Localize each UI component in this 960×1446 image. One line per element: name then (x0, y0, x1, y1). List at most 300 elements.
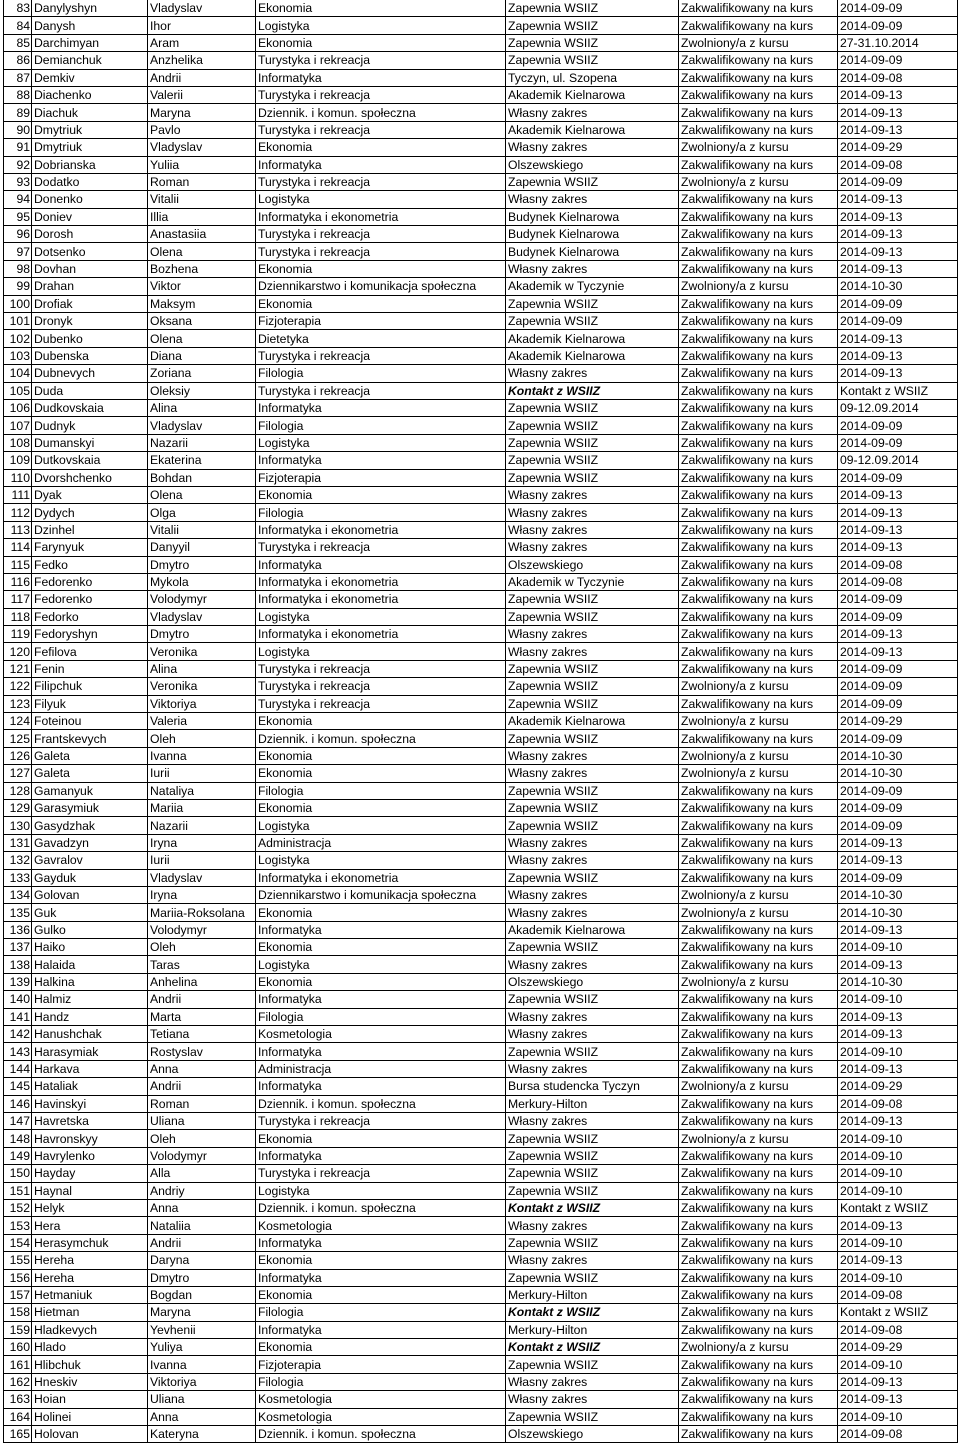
surname-cell: Danysh (32, 17, 148, 34)
status-cell: Zakwalifikowany na kurs (679, 486, 838, 503)
first-name-cell: Maksym (148, 295, 256, 312)
first-name-cell: Vitalii (148, 191, 256, 208)
field-of-study-cell: Dietetyka (256, 330, 506, 347)
table-row (4, 973, 958, 990)
accommodation-cell: Zapewnia WSIIZ (506, 660, 679, 677)
date-cell: 2014-09-09 (838, 660, 958, 677)
table-row (4, 208, 958, 225)
accommodation-cell: Zapewnia WSIIZ (506, 1234, 679, 1251)
date-cell: 2014-09-13 (838, 121, 958, 138)
status-cell: Zakwalifikowany na kurs (679, 1234, 838, 1251)
status-cell: Zakwalifikowany na kurs (679, 1043, 838, 1060)
surname-cell: Fedoryshyn (32, 626, 148, 643)
accommodation-cell: Własny zakres (506, 504, 679, 521)
table-row (4, 573, 958, 590)
accommodation-cell: Zapewnia WSIIZ (506, 0, 679, 17)
status-cell: Zwolniony/a z kursu (679, 904, 838, 921)
surname-cell: Hataliak (32, 1078, 148, 1095)
table-row (4, 1165, 958, 1182)
field-of-study-cell: Informatyka (256, 399, 506, 416)
status-cell: Zakwalifikowany na kurs (679, 1252, 838, 1269)
surname-cell: Danylyshyn (32, 0, 148, 17)
row-number-cell: 116 (4, 573, 32, 590)
accommodation-cell: Kontakt z WSIIZ (506, 1304, 679, 1321)
date-cell: 2014-09-13 (838, 330, 958, 347)
first-name-cell: Andrii (148, 1234, 256, 1251)
first-name-cell: Ihor (148, 17, 256, 34)
surname-cell: Halmiz (32, 991, 148, 1008)
row-number-cell: 125 (4, 730, 32, 747)
accommodation-cell: Własny zakres (506, 626, 679, 643)
row-number-cell: 155 (4, 1252, 32, 1269)
field-of-study-cell: Informatyka (256, 1147, 506, 1164)
row-number-cell: 144 (4, 1060, 32, 1077)
row-number-cell: 104 (4, 365, 32, 382)
table-row (4, 365, 958, 382)
field-of-study-cell: Ekonomia (256, 973, 506, 990)
row-number-cell: 131 (4, 834, 32, 851)
accommodation-cell: Akademik Kielnarowa (506, 921, 679, 938)
status-cell: Zwolniony/a z kursu (679, 1078, 838, 1095)
date-cell: 2014-09-10 (838, 1043, 958, 1060)
date-cell: 2014-09-09 (838, 695, 958, 712)
first-name-cell: Oleh (148, 730, 256, 747)
status-cell: Zakwalifikowany na kurs (679, 1391, 838, 1408)
date-cell: 2014-09-13 (838, 643, 958, 660)
row-number-cell: 107 (4, 417, 32, 434)
status-cell: Zwolniony/a z kursu (679, 713, 838, 730)
accommodation-cell: Własny zakres (506, 747, 679, 764)
date-cell: 2014-09-10 (838, 1234, 958, 1251)
status-cell: Zakwalifikowany na kurs (679, 921, 838, 938)
surname-cell: Dobrianska (32, 156, 148, 173)
row-number-cell: 109 (4, 452, 32, 469)
status-cell: Zakwalifikowany na kurs (679, 1373, 838, 1390)
field-of-study-cell: Administracja (256, 1060, 506, 1077)
status-cell: Zakwalifikowany na kurs (679, 208, 838, 225)
surname-cell: Harkava (32, 1060, 148, 1077)
accommodation-cell: Zapewnia WSIIZ (506, 295, 679, 312)
field-of-study-cell: Informatyka (256, 156, 506, 173)
field-of-study-cell: Turystyka i rekreacja (256, 695, 506, 712)
row-number-cell: 86 (4, 52, 32, 69)
row-number-cell: 117 (4, 591, 32, 608)
date-cell: 2014-09-09 (838, 608, 958, 625)
first-name-cell: Daryna (148, 1252, 256, 1269)
date-cell: 2014-09-13 (838, 226, 958, 243)
row-number-cell: 132 (4, 852, 32, 869)
field-of-study-cell: Informatyka (256, 1043, 506, 1060)
accommodation-cell: Własny zakres (506, 886, 679, 903)
first-name-cell: Veronika (148, 678, 256, 695)
date-cell: 2014-09-13 (838, 834, 958, 851)
table-row (4, 643, 958, 660)
table-row (4, 539, 958, 556)
row-number-cell: 134 (4, 886, 32, 903)
surname-cell: Diachuk (32, 104, 148, 121)
status-cell: Zakwalifikowany na kurs (679, 0, 838, 17)
row-number-cell: 123 (4, 695, 32, 712)
table-row (4, 747, 958, 764)
accommodation-cell: Kontakt z WSIIZ (506, 1199, 679, 1216)
row-number-cell: 148 (4, 1130, 32, 1147)
first-name-cell: Viktoriya (148, 1373, 256, 1390)
field-of-study-cell: Informatyka (256, 1078, 506, 1095)
table-row (4, 1130, 958, 1147)
field-of-study-cell: Logistyka (256, 191, 506, 208)
row-number-cell: 120 (4, 643, 32, 660)
surname-cell: Fedorenko (32, 573, 148, 590)
first-name-cell: Iurii (148, 765, 256, 782)
row-number-cell: 154 (4, 1234, 32, 1251)
status-cell: Zwolniony/a z kursu (679, 173, 838, 190)
surname-cell: Golovan (32, 886, 148, 903)
table-row (4, 434, 958, 451)
surname-cell: Gavadzyn (32, 834, 148, 851)
row-number-cell: 83 (4, 0, 32, 17)
status-cell: Zakwalifikowany na kurs (679, 52, 838, 69)
row-number-cell: 129 (4, 799, 32, 816)
table-row (4, 17, 958, 34)
date-cell: 2014-09-13 (838, 1217, 958, 1234)
surname-cell: Holovan (32, 1426, 148, 1443)
first-name-cell: Bogdan (148, 1286, 256, 1303)
table-row (4, 1026, 958, 1043)
date-cell: 2014-09-13 (838, 1113, 958, 1130)
surname-cell: Halaida (32, 956, 148, 973)
surname-cell: Dzinhel (32, 521, 148, 538)
status-cell: Zakwalifikowany na kurs (679, 991, 838, 1008)
status-cell: Zakwalifikowany na kurs (679, 17, 838, 34)
first-name-cell: Vladyslav (148, 0, 256, 17)
first-name-cell: Maryna (148, 1304, 256, 1321)
accommodation-cell: Własny zakres (506, 1391, 679, 1408)
field-of-study-cell: Administracja (256, 834, 506, 851)
date-cell: 2014-09-13 (838, 1391, 958, 1408)
table-row (4, 1339, 958, 1356)
accommodation-cell: Zapewnia WSIIZ (506, 817, 679, 834)
field-of-study-cell: Turystyka i rekreacja (256, 86, 506, 103)
date-cell: 09-12.09.2014 (838, 452, 958, 469)
date-cell: 2014-09-09 (838, 17, 958, 34)
field-of-study-cell: Filologia (256, 504, 506, 521)
table-row (4, 260, 958, 277)
date-cell: 2014-09-10 (838, 1356, 958, 1373)
date-cell: 2014-09-09 (838, 817, 958, 834)
row-number-cell: 94 (4, 191, 32, 208)
row-number-cell: 84 (4, 17, 32, 34)
date-cell: 2014-09-10 (838, 1182, 958, 1199)
status-cell: Zakwalifikowany na kurs (679, 1060, 838, 1077)
surname-cell: Donenko (32, 191, 148, 208)
table-row (4, 104, 958, 121)
table-row (4, 956, 958, 973)
status-cell: Zakwalifikowany na kurs (679, 817, 838, 834)
row-number-cell: 91 (4, 139, 32, 156)
surname-cell: Galeta (32, 747, 148, 764)
date-cell: 2014-09-09 (838, 678, 958, 695)
first-name-cell: Taras (148, 956, 256, 973)
accommodation-cell: Zapewnia WSIIZ (506, 173, 679, 190)
date-cell: 2014-09-09 (838, 730, 958, 747)
table-row (4, 886, 958, 903)
field-of-study-cell: Filologia (256, 782, 506, 799)
field-of-study-cell: Turystyka i rekreacja (256, 121, 506, 138)
status-cell: Zakwalifikowany na kurs (679, 573, 838, 590)
surname-cell: Duda (32, 382, 148, 399)
first-name-cell: Anna (148, 1199, 256, 1216)
status-cell: Zakwalifikowany na kurs (679, 1026, 838, 1043)
accommodation-cell: Kontakt z WSIIZ (506, 1339, 679, 1356)
table-row (4, 1147, 958, 1164)
status-cell: Zakwalifikowany na kurs (679, 1165, 838, 1182)
first-name-cell: Diana (148, 347, 256, 364)
status-cell: Zakwalifikowany na kurs (679, 86, 838, 103)
table-row (4, 991, 958, 1008)
accommodation-cell: Akademik Kielnarowa (506, 86, 679, 103)
row-number-cell: 158 (4, 1304, 32, 1321)
date-cell: 2014-09-09 (838, 0, 958, 17)
date-cell: 2014-10-30 (838, 747, 958, 764)
table-row (4, 1043, 958, 1060)
accommodation-cell: Własny zakres (506, 852, 679, 869)
accommodation-cell: Zapewnia WSIIZ (506, 1130, 679, 1147)
first-name-cell: Volodymyr (148, 1147, 256, 1164)
date-cell: 2014-09-10 (838, 1269, 958, 1286)
table-row (4, 904, 958, 921)
accommodation-cell: Zapewnia WSIIZ (506, 730, 679, 747)
row-number-cell: 143 (4, 1043, 32, 1060)
surname-cell: Gavralov (32, 852, 148, 869)
field-of-study-cell: Fizjoterapia (256, 1356, 506, 1373)
row-number-cell: 108 (4, 434, 32, 451)
field-of-study-cell: Turystyka i rekreacja (256, 678, 506, 695)
field-of-study-cell: Informatyka i ekonometria (256, 573, 506, 590)
surname-cell: Drofiak (32, 295, 148, 312)
table-row (4, 69, 958, 86)
status-cell: Zakwalifikowany na kurs (679, 504, 838, 521)
accommodation-cell: Własny zakres (506, 1217, 679, 1234)
date-cell: 2014-10-30 (838, 904, 958, 921)
field-of-study-cell: Kosmetologia (256, 1026, 506, 1043)
surname-cell: Filipchuk (32, 678, 148, 695)
surname-cell: Dmytriuk (32, 121, 148, 138)
field-of-study-cell: Ekonomia (256, 1252, 506, 1269)
surname-cell: Fedorenko (32, 591, 148, 608)
table-row (4, 1113, 958, 1130)
row-number-cell: 133 (4, 869, 32, 886)
date-cell: 2014-09-09 (838, 52, 958, 69)
surname-cell: Dotsenko (32, 243, 148, 260)
first-name-cell: Yuliia (148, 156, 256, 173)
surname-cell: Hetmaniuk (32, 1286, 148, 1303)
first-name-cell: Olga (148, 504, 256, 521)
table-row (4, 1182, 958, 1199)
row-number-cell: 127 (4, 765, 32, 782)
accommodation-cell: Zapewnia WSIIZ (506, 782, 679, 799)
field-of-study-cell: Kosmetologia (256, 1408, 506, 1425)
surname-cell: Guk (32, 904, 148, 921)
row-number-cell: 98 (4, 260, 32, 277)
surname-cell: Hera (32, 1217, 148, 1234)
surname-cell: Halkina (32, 973, 148, 990)
surname-cell: Hereha (32, 1269, 148, 1286)
accommodation-cell: Własny zakres (506, 1113, 679, 1130)
field-of-study-cell: Logistyka (256, 817, 506, 834)
status-cell: Zakwalifikowany na kurs (679, 799, 838, 816)
row-number-cell: 126 (4, 747, 32, 764)
surname-cell: Dutkovskaia (32, 452, 148, 469)
table-row (4, 921, 958, 938)
row-number-cell: 122 (4, 678, 32, 695)
field-of-study-cell: Turystyka i rekreacja (256, 660, 506, 677)
field-of-study-cell: Fizjoterapia (256, 313, 506, 330)
field-of-study-cell: Ekonomia (256, 939, 506, 956)
first-name-cell: Ekaterina (148, 452, 256, 469)
field-of-study-cell: Informatyka i ekonometria (256, 591, 506, 608)
surname-cell: Fefilova (32, 643, 148, 660)
first-name-cell: Mariia-Roksolana (148, 904, 256, 921)
first-name-cell: Valeria (148, 713, 256, 730)
first-name-cell: Marta (148, 1008, 256, 1025)
status-cell: Zakwalifikowany na kurs (679, 313, 838, 330)
surname-cell: Hietman (32, 1304, 148, 1321)
first-name-cell: Ivanna (148, 1356, 256, 1373)
row-number-cell: 110 (4, 469, 32, 486)
field-of-study-cell: Dziennik. i komun. społeczna (256, 1199, 506, 1216)
row-number-cell: 162 (4, 1373, 32, 1390)
status-cell: Zakwalifikowany na kurs (679, 121, 838, 138)
first-name-cell: Mariia (148, 799, 256, 816)
accommodation-cell: Zapewnia WSIIZ (506, 869, 679, 886)
field-of-study-cell: Ekonomia (256, 139, 506, 156)
row-number-cell: 115 (4, 556, 32, 573)
row-number-cell: 111 (4, 486, 32, 503)
field-of-study-cell: Informatyka i ekonometria (256, 208, 506, 225)
field-of-study-cell: Filologia (256, 1373, 506, 1390)
date-cell: 2014-09-13 (838, 921, 958, 938)
accommodation-cell: Tyczyn, ul. Szopena (506, 69, 679, 86)
accommodation-cell: Zapewnia WSIIZ (506, 1356, 679, 1373)
surname-cell: Drahan (32, 278, 148, 295)
table-row (4, 330, 958, 347)
first-name-cell: Alla (148, 1165, 256, 1182)
row-number-cell: 137 (4, 939, 32, 956)
first-name-cell: Iryna (148, 886, 256, 903)
first-name-cell: Oleksiy (148, 382, 256, 399)
first-name-cell: Dmytro (148, 1269, 256, 1286)
accommodation-cell: Własny zakres (506, 643, 679, 660)
surname-cell: Dmytriuk (32, 139, 148, 156)
first-name-cell: Iurii (148, 852, 256, 869)
surname-cell: Foteinou (32, 713, 148, 730)
field-of-study-cell: Ekonomia (256, 799, 506, 816)
table-row (4, 382, 958, 399)
date-cell: 2014-09-13 (838, 852, 958, 869)
surname-cell: Helyk (32, 1199, 148, 1216)
status-cell: Zwolniony/a z kursu (679, 886, 838, 903)
status-cell: Zakwalifikowany na kurs (679, 556, 838, 573)
accommodation-cell: Własny zakres (506, 956, 679, 973)
surname-cell: Demianchuk (32, 52, 148, 69)
surname-cell: Fedko (32, 556, 148, 573)
status-cell: Zakwalifikowany na kurs (679, 608, 838, 625)
accommodation-cell: Zapewnia WSIIZ (506, 452, 679, 469)
status-cell: Zakwalifikowany na kurs (679, 69, 838, 86)
date-cell: 2014-09-09 (838, 173, 958, 190)
surname-cell: Dodatko (32, 173, 148, 190)
status-cell: Zwolniony/a z kursu (679, 278, 838, 295)
table-row (4, 469, 958, 486)
date-cell: 2014-09-13 (838, 365, 958, 382)
field-of-study-cell: Informatyka i ekonometria (256, 521, 506, 538)
date-cell: 2014-09-10 (838, 1408, 958, 1425)
first-name-cell: Vladyslav (148, 417, 256, 434)
accommodation-cell: Zapewnia WSIIZ (506, 399, 679, 416)
surname-cell: Hoian (32, 1391, 148, 1408)
field-of-study-cell: Logistyka (256, 956, 506, 973)
field-of-study-cell: Kosmetologia (256, 1217, 506, 1234)
status-cell: Zakwalifikowany na kurs (679, 452, 838, 469)
status-cell: Zakwalifikowany na kurs (679, 939, 838, 956)
row-number-cell: 119 (4, 626, 32, 643)
first-name-cell: Viktoriya (148, 695, 256, 712)
first-name-cell: Anzhelika (148, 52, 256, 69)
first-name-cell: Nazarii (148, 817, 256, 834)
status-cell: Zakwalifikowany na kurs (679, 365, 838, 382)
status-cell: Zwolniony/a z kursu (679, 973, 838, 990)
row-number-cell: 136 (4, 921, 32, 938)
date-cell: Kontakt z WSIIZ (838, 1199, 958, 1216)
accommodation-cell: Zapewnia WSIIZ (506, 1165, 679, 1182)
surname-cell: Hlado (32, 1339, 148, 1356)
status-cell: Zakwalifikowany na kurs (679, 1426, 838, 1443)
date-cell: 2014-09-09 (838, 799, 958, 816)
row-number-cell: 150 (4, 1165, 32, 1182)
table-row (4, 1234, 958, 1251)
status-cell: Zakwalifikowany na kurs (679, 417, 838, 434)
table-row (4, 399, 958, 416)
row-number-cell: 114 (4, 539, 32, 556)
first-name-cell: Bohdan (148, 469, 256, 486)
status-cell: Zakwalifikowany na kurs (679, 469, 838, 486)
accommodation-cell: Własny zakres (506, 191, 679, 208)
table-row (4, 121, 958, 138)
accommodation-cell: Zapewnia WSIIZ (506, 591, 679, 608)
accommodation-cell: Merkury-Hilton (506, 1321, 679, 1338)
accommodation-cell: Zapewnia WSIIZ (506, 17, 679, 34)
field-of-study-cell: Turystyka i rekreacja (256, 1165, 506, 1182)
surname-cell: Hanushchak (32, 1026, 148, 1043)
table-row (4, 608, 958, 625)
table-row (4, 156, 958, 173)
surname-cell: Havrylenko (32, 1147, 148, 1164)
first-name-cell: Uliana (148, 1113, 256, 1130)
accommodation-cell: Akademik Kielnarowa (506, 713, 679, 730)
row-number-cell: 112 (4, 504, 32, 521)
table-row (4, 939, 958, 956)
date-cell: 2014-09-29 (838, 139, 958, 156)
accommodation-cell: Własny zakres (506, 765, 679, 782)
first-name-cell: Dmytro (148, 556, 256, 573)
status-cell: Zwolniony/a z kursu (679, 747, 838, 764)
row-number-cell: 159 (4, 1321, 32, 1338)
table-row (4, 1095, 958, 1112)
accommodation-cell: Własny zakres (506, 1060, 679, 1077)
accommodation-cell: Kontakt z WSIIZ (506, 382, 679, 399)
table-row (4, 834, 958, 851)
row-number-cell: 130 (4, 817, 32, 834)
